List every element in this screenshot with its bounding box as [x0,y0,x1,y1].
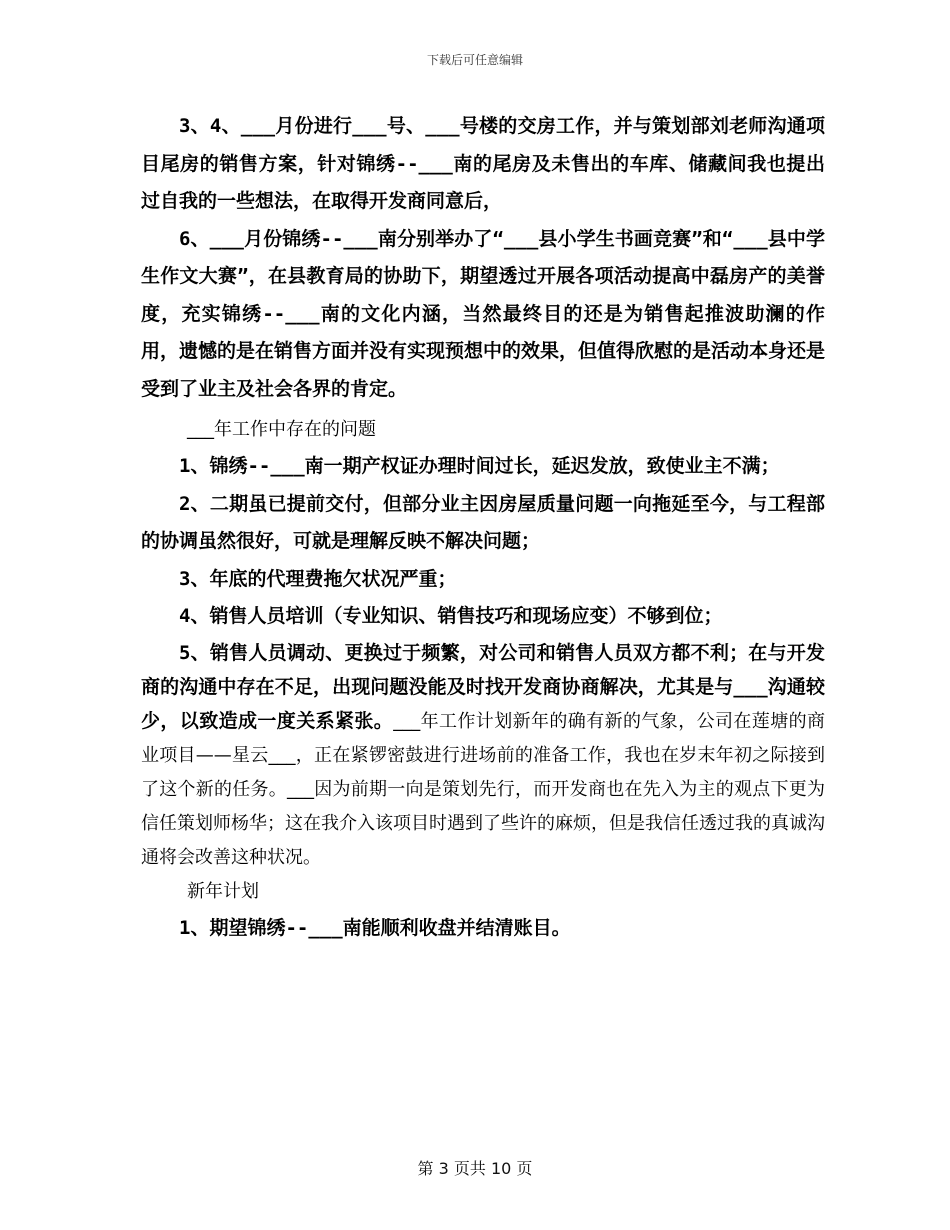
section-heading-plan: 新年计划 [187,880,259,902]
issue-item-4: 4、销售人员培训（专业知识、销售技巧和现场应变）不够到位； [179,605,723,627]
work-plan-text: ___年工作计划新年的确有新的气象，公司在莲塘的商业项目——星云___，正在紧锣密鼓进行进场前的准备工作，我也在岁末年初之际接到了这个新的任务。___因为前期一向是策划先行，而开发商也在先入为主的观点下更为信任策划师杨华；这在我介入该项目时遇到了些许的麻烦，但是我信任透过我的真诚沟通将会改善这种状况。 [141,710,825,868]
issue-item-5 [141,636,825,874]
paragraph-events: 6、___月份锦绣--___南分别举办了“___县小学生书画竞赛”和“___县中学生作文大赛”，在县教育局的协助下，期望透过开展各项活动提高中磊房产的美誉度，充实锦绣--___南的文化内涵，当然最终目的还是为销售起推波助澜的作用，遗憾的是在销售方面并没有实现预想中的效果，但值得欣慰的是活动本身还是受到了业主及社会各界的肯定。 [141,227,826,400]
issue-item-3: 3、年底的代理费拖欠状况严重； [179,567,457,590]
page-header: 下载后可任意编辑 [426,53,523,67]
paragraph-handover: 3、4、___月份进行___号、___号楼的交房工作，并与策划部刘老师沟通项目尾房的销售方案，针对锦绣--___南的尾房及未售出的车库、储藏间我也提出过自我的一些想法，在取得开发商同意后， [141,115,825,212]
issue-item-2: 2、二期虽已提前交付，但部分业主因房屋质量问题一向拖延至今，与工程部的协调虽然很好，可就是理解反映不解决问题； [141,492,825,552]
plan-item-1: 1、期望锦绣--___南能顺利收盘并结清账目。 [179,916,571,939]
section-heading-problems: ___年工作中存在的问题 [187,419,376,440]
page-number: 第 3 页共 10 页 [417,1159,533,1178]
document-body [141,108,825,947]
issue-item-5-bold: 5、销售人员调动、更换过于频繁，对公司和销售人员双方都不利；在与开发商的沟通中存在不足，出现问题没能及时找开发商协商解决，尤其是与___沟通较少，以致造成一度关系紧张。 [141,641,825,732]
issue-item-1: 1、锦绣--___南一期产权证办理时间过长，延迟发放，致使业主不满； [179,455,780,477]
